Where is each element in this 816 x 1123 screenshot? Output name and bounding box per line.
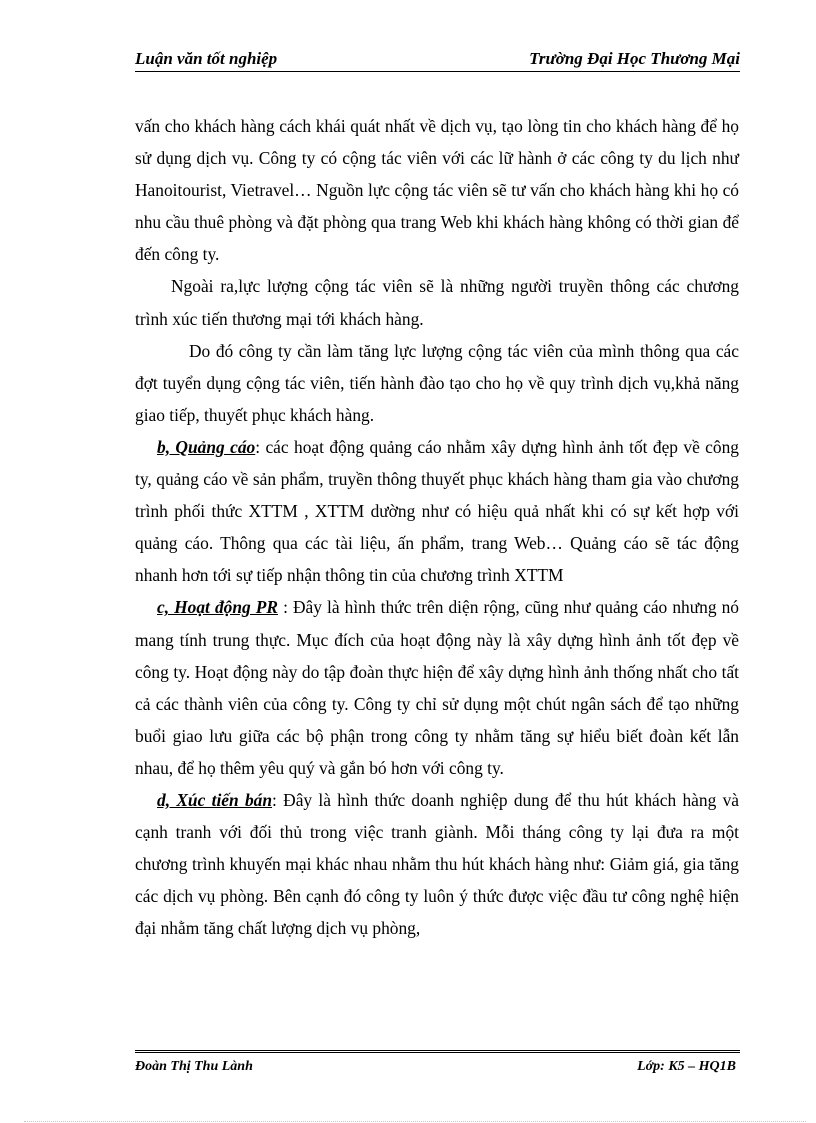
paragraph-pr [135, 591, 739, 784]
paragraph-text: : các hoạt động quảng cáo nhằm xây dựng hình ảnh tốt đẹp về công ty, quảng cáo về sản phẩm, truyền thông thuyết phục khách hàng tham gia vào chương trình phối thức XTTM , XTTM dường như có hiệu quả nhất khi có sự kết hợp với quảng cáo. Thông qua các tài liệu, ấn phẩm, trang Web… Quảng cáo sẽ tác động nhanh hơn tới sự tiếp nhận thông tin của chương trình XTTM [135, 436, 739, 586]
footer-author: Đoàn Thị Thu Lành [135, 1059, 253, 1074]
paragraph-sales-promotion [135, 784, 739, 944]
paragraph-text: Ngoài ra,lực lượng cộng tác viên sẽ là những người truyền thông các chương trình xúc tiến thương mại tới khách hàng. [135, 276, 739, 329]
paragraph-advertising [135, 431, 739, 591]
paragraph-recruitment [135, 335, 739, 431]
header-rule [135, 71, 740, 72]
subheading-advertising: b, Quảng cáo [157, 436, 256, 457]
subheading-sales-promotion: d, Xúc tiến bán [157, 789, 273, 810]
page-header [135, 48, 740, 74]
paragraph-text: vấn cho khách hàng cách khái quát nhất về dịch vụ, tạo lòng tin cho khách hàng để họ sử dụng dịch vụ. Công ty có cộng tác viên với các lữ hành ở các công ty du lịch như Hanoitourist, Vietravel… Nguồn lực cộng tác viên sẽ tư vấn cho khách hàng khi họ có nhu cầu thuê phòng và đặt phòng qua trang Web khi khách hàng không có thời gian để đến công ty. [135, 116, 739, 265]
page-body [135, 110, 739, 944]
paragraph-text: : Đây là hình thức doanh nghiệp dung để thu hút khách hàng và cạnh tranh với đối thủ trong việc tranh giành. Mỗi tháng công ty lại đưa ra một chương trình khuyến mại khác nhau nhằm thu hút khách hàng như: Giảm giá, gia tăng các dịch vụ phòng. Bên cạnh đó công ty luôn ý thức được việc đầu tư công nghệ hiện đại nhằm tăng chất lượng dịch vụ phòng, [135, 789, 739, 939]
page-footer [135, 1050, 740, 1080]
header-thesis-label: Luận văn tốt nghiệp [135, 49, 278, 68]
page-edge-line [24, 1121, 806, 1122]
paragraph-text: Do đó công ty cần làm tăng lực lượng cộng tác viên của mình thông qua các đợt tuyển dụng cộng tác viên, tiến hành đào tạo cho họ về quy trình dịch vụ,khả năng giao tiếp, thuyết phục khách hàng. [135, 340, 739, 425]
paragraph-text: : Đây là hình thức trên diện rộng, cũng như quảng cáo nhưng nó mang tính trung thực. Mục đích của hoạt động này là xây dựng hình ảnh tốt đẹp về công ty. Hoạt động này do tập đoàn thực hiện để xây dựng hình ảnh thống nhất cho tất cả các thành viên của công ty. Công ty chỉ sử dụng một chút ngân sách để tạo những buổi giao lưu giữa các bộ phận trong công ty nhằm tăng sự hiểu biết đoàn kết lẫn nhau, để họ thêm yêu quý và gắn bó hơn với công ty. [135, 597, 739, 778]
footer-class: Lớp: K5 – HQ1B [637, 1059, 736, 1074]
paragraph-collaborators [135, 270, 739, 334]
footer-rule [135, 1050, 740, 1053]
paragraph-continued [135, 110, 739, 270]
subheading-pr: c, Hoạt động PR [157, 597, 279, 618]
header-university-name: Trường Đại Học Thương Mại [529, 49, 740, 68]
